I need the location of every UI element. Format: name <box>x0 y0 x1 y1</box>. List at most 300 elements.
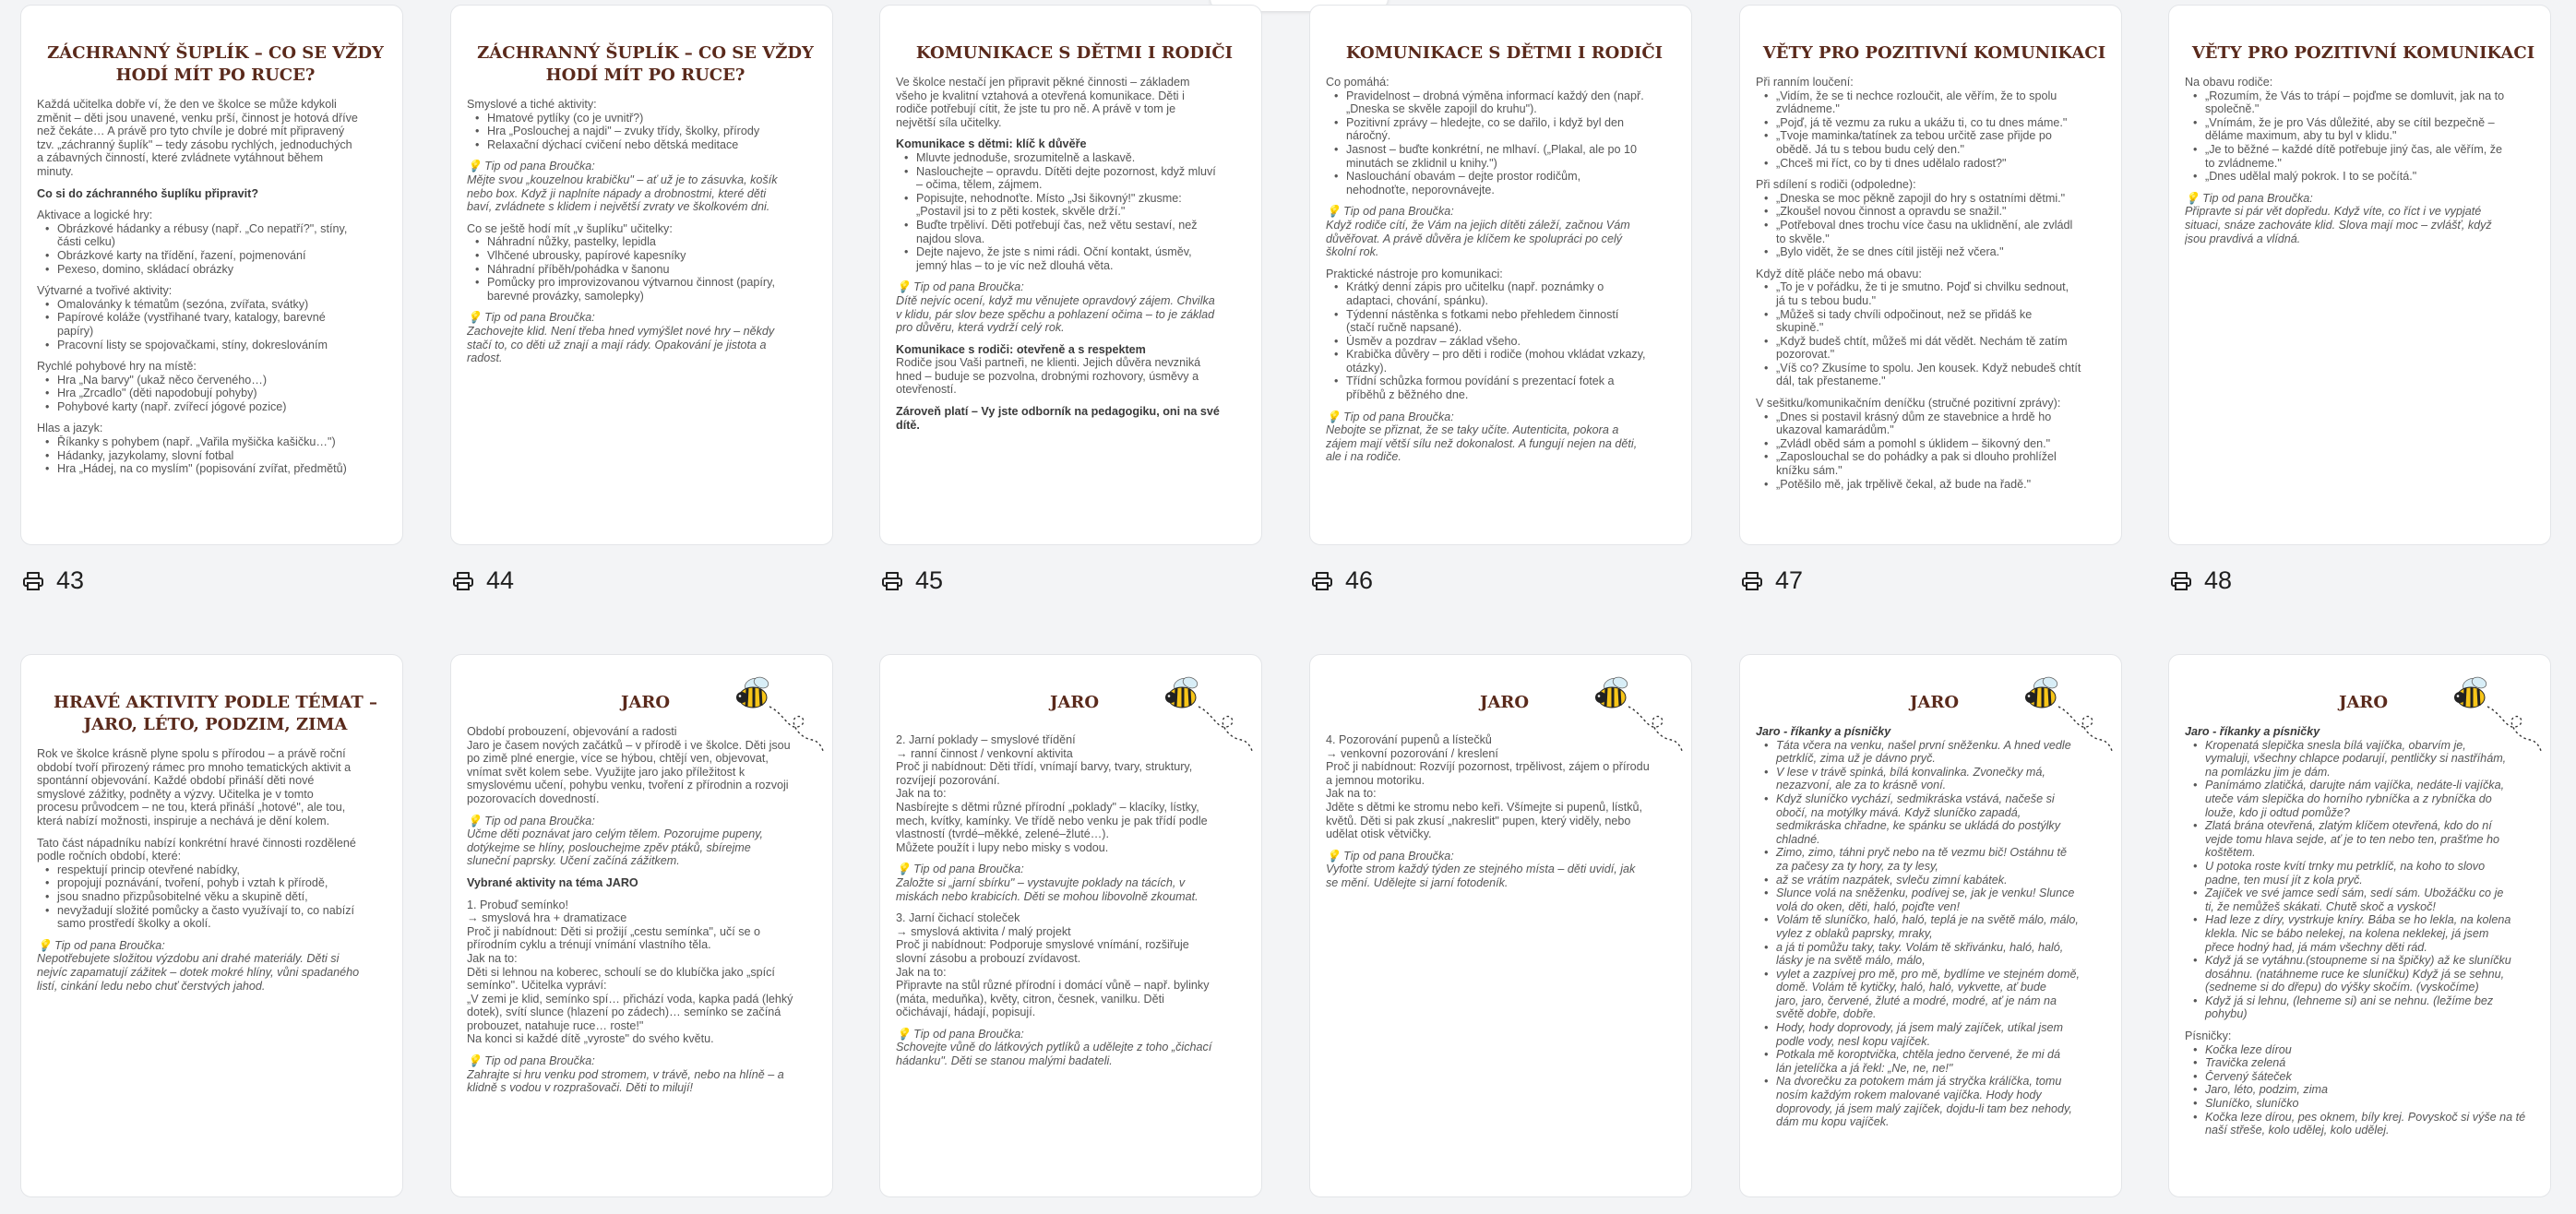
list-item: • Panímámo zlatičká, darujte nám vajíčka, nedáte-li vajíčka, <box>2185 779 2542 792</box>
text-line: já tu s tebou budu." <box>1776 293 1877 307</box>
text-line: jaro, jaro, červené, žluté a modré, modré, ať je nám na <box>1776 994 2057 1007</box>
text-line: 💡 Tip od pana Broučka: <box>896 1027 1024 1041</box>
text-line: 💡 Tip od pana Broučka: <box>896 280 1024 294</box>
text-line: vnímat svět kolem sebe. Využijte jaro jako příležitost k <box>467 765 745 779</box>
printer-icon <box>452 570 474 592</box>
text-line: pohybu) <box>2205 1007 2248 1021</box>
list-item: • Travička zelená <box>2185 1056 2542 1070</box>
text-line: Písničky: <box>2185 1030 2232 1043</box>
text-line: Zachovejte klid. Není třeba hned vymýšlet nové hry – někdy <box>467 324 775 338</box>
text-line: 💡 Tip od pana Broučka: <box>467 311 595 325</box>
text-line: baví, zvládnete s klidem i největší zvraty ve školkovém dni. <box>467 200 770 214</box>
text-line: ukazoval kamarádům." <box>1776 423 1894 437</box>
text-line: otázky). <box>1346 361 1388 375</box>
list-item: • Krátký denní zápis pro učitelku (např. poznámky o <box>1326 280 1683 294</box>
printer-icon <box>22 570 44 592</box>
text-line <box>896 272 1253 280</box>
list-item: • Pravidelnost – drobná výměna informací každý den (např. <box>1326 89 1683 103</box>
page-number[interactable] <box>1311 566 1373 595</box>
page-title: ZÁCHRANNÝ ŠUPLÍK – CO SE VŽDY HODÍ MÍT PO RUCE? <box>47 43 384 85</box>
text-line: nehodnoťte, neporovnávejte. <box>1346 183 1495 196</box>
page-card[interactable] <box>20 5 403 545</box>
list-item: • propojují poznávání, tvoření, pohyb i vztah k přírodě, <box>37 876 394 890</box>
page-title: JARO <box>1049 693 1100 712</box>
page-card[interactable] <box>1739 5 2122 545</box>
text-line: Období probouzení, objevování a radosti <box>467 725 677 738</box>
list-item: • Hmatové pytlíky (co je uvnitř?) <box>467 112 824 125</box>
text-line: 💡 Tip od pana Broučka: <box>467 1054 595 1068</box>
text-line: Zahrajte si hru venku pod stromem, v trávě, nebo na hlíně – a <box>467 1067 784 1081</box>
text-line: období tvoří přirozený rámec pro mnoho tematických aktivit a <box>37 760 352 774</box>
text-line: Smyslové a tiché aktivity: <box>467 98 597 111</box>
list-item: • Pracovní listy se spojovačkami, stíny, dokreslováním <box>37 339 394 352</box>
text-line: 💡 Tip od pana Broučka: <box>896 863 1024 876</box>
text-line: Proč ji nabídnout: Děti třídí, vnímají barvy, tvary, struktury, <box>896 760 1193 774</box>
text-line: → ranní činnost / venkovní aktivita <box>896 746 1073 760</box>
printer-icon <box>1741 570 1763 592</box>
list-item: • Zlatá brána otevřená, zlatým klíčem otevřená, kdo do ní <box>2185 819 2542 833</box>
text-line: samo prostředí školky a okolí. <box>57 917 211 931</box>
bee-icon <box>2021 672 2114 755</box>
list-item: • U potoka roste kvítí trnky mu petrklíč, na koho to slovo <box>2185 860 2542 874</box>
text-line: obočí, na motýlky mává. Když sluníčko zapadá, <box>1776 805 2021 819</box>
list-item: • jsou snadno přizpůsobitelné věku a skupině dětí, <box>37 890 394 904</box>
page-card[interactable] <box>1309 654 1692 1197</box>
text-line: Při sdílení s rodiči (odpoledne): <box>1756 178 1916 192</box>
list-item: • „Potřeboval dnes trochu více času na uklidnění, ale zvládl <box>1756 219 2113 232</box>
text-line: rozvíjejí pozorování. <box>896 773 1000 787</box>
list-item: • Relaxační dýchací cvičení nebo dětská meditace <box>467 138 824 152</box>
list-item: • Úsměv a pozdrav – základ všeho. <box>1326 335 1683 349</box>
list-item: • Hra „Poslouchej a najdi" – zvuky třídy, školky, přírody <box>467 125 824 138</box>
list-item: • Kočka leze dírou, pes oknem, bíly krej. Povyskoč si výše na té <box>2185 1111 2542 1125</box>
text-line: (sedneme si do dřepu) do výšky skočím. (vyskočíme) <box>2205 981 2479 994</box>
text-line: očichávají, hádají, popisují. <box>896 1006 1036 1019</box>
text-line: → venkovní pozorování / kreslení <box>1326 746 1498 760</box>
text-line: a jemnou motoriku. <box>1326 773 1425 787</box>
text-line: vylez z oblaků paprsky, mraky, <box>1776 926 1933 940</box>
page-title: VĚTY PRO POZITIVNÍ KOMUNIKACI <box>1762 43 2106 63</box>
list-item: • Zajíček ve své jamce sedí sám, sedí sám. Ubožáčku co je <box>2185 887 2542 900</box>
text-line: Co pomáhá: <box>1326 76 1389 89</box>
text-line: smyslovému učení, pohybu venku, tvoření z přírodnin a rozvoji <box>467 779 789 792</box>
text-line: uteče vám slepička do horního rybníčka a z rybníčka do <box>2205 791 2492 805</box>
page-card[interactable] <box>2168 654 2551 1197</box>
text-line <box>896 129 1253 137</box>
text-line: dítě. <box>896 418 920 432</box>
text-line: podle vody, nesl kopu vajíček. <box>1776 1034 1931 1048</box>
list-item: • „Bylo vidět, že se dnes cítil jistěji než včera." <box>1756 245 2113 259</box>
text-line: Výtvarné a tvořivé aktivity: <box>37 284 173 298</box>
text-line: petrklíč, zima už je dávno pryč. <box>1776 752 1936 766</box>
list-item: • respektují princip otevřené nabídky, <box>37 863 394 877</box>
text-line: Schovejte vůně do látkových pytlíků a udělejte z toho „čichací <box>896 1041 1212 1054</box>
list-item: • Popisujte, nehodnoťte. Místo „Jsi šikovný!" zkusme: <box>896 192 1253 206</box>
text-line <box>2185 1021 2542 1030</box>
text-line: Proč ji nabídnout: Podporuje smyslové vnímání, rozšiřuje <box>896 938 1189 952</box>
text-line: klekla. Nic se bábo nelekej, na kolena neklekej, já jsem <box>2205 926 2489 940</box>
page-title: HRAVÉ AKTIVITY PODLE TÉMAT – JARO, LÉTO, PODZIM, ZIMA <box>53 693 378 734</box>
text-line: Děti si lehnou na koberec, schoulí se do klubíčka jako „spící <box>467 965 775 979</box>
page-body <box>2185 725 2542 1137</box>
text-line: Zároveň platí – Vy jste odborník na pedagogiku, oni na své <box>896 405 1220 419</box>
text-line: přírodním cyklu a trénují vnímání vlastního těla. <box>467 938 711 952</box>
text-line <box>467 151 824 160</box>
text-line: 💡 Tip od pana Broučka: <box>467 814 595 827</box>
list-item: • Týdenní nástěnka s fotkami nebo přehledem činností <box>1326 308 1683 322</box>
text-line: doprovody, já jsem malý zajíček, dojdu-li tam bez nehody, <box>1776 1101 2072 1115</box>
page-body <box>1326 76 1683 464</box>
text-line: školní rok. <box>1326 245 1379 259</box>
text-line: nejvíc zapamatují zážitek – dotek mokré hlíny, vůni spadaného <box>37 965 360 979</box>
text-line: „V zemi je klid, semínko spí… přichází voda, kapka padá (lehký <box>467 992 793 1006</box>
page-body <box>896 76 1253 432</box>
bee-icon <box>1162 672 1254 755</box>
text-line <box>467 214 824 222</box>
text-line: padne, ten musí jít z kola pryč. <box>2205 873 2363 887</box>
text-line: vejde tomu hlava sejde, ať je to ten nebo ten, prašťme ho <box>2205 832 2500 846</box>
list-item: • Papírové koláže (vystřihané tvary, katalogy, barevné <box>37 311 394 325</box>
page-card[interactable] <box>879 654 1262 1197</box>
list-item: • Na dvorečku za potokem mám já stryčka králíčka, tomu <box>1756 1075 2113 1089</box>
text-line: v klidu, pár slov beze spěchu a pohlazení očima – to je základ <box>896 307 1215 321</box>
list-item: • nevyžadují složité pomůcky a často využívají to, co nabízí <box>37 904 394 918</box>
page-number[interactable] <box>1741 566 1803 595</box>
text-line: Dítě nejvíc ocení, když mu věnujete opravdový zájem. Chvilka <box>896 293 1215 307</box>
list-item: • „Dnes udělal malý pokrok. I to se počítá." <box>2185 170 2542 184</box>
page-number[interactable] <box>881 566 943 595</box>
list-item: • Kropenatá slepička snesla bílá vajíčka, obarvím je, <box>2185 739 2542 753</box>
text-line: Vyfoťte strom každý týden ze stejného místa – děti uvidí, jak <box>1326 863 1636 876</box>
text-line: jsou pravdivá a vlídná. <box>2185 232 2301 245</box>
text-line: chladné. <box>1776 832 1820 846</box>
text-line: minutách se zklidnil u knihy.") <box>1346 156 1497 170</box>
text-line: Proč ji nabídnout: Děti si prožijí „cestu semínka", učí se o <box>467 924 761 938</box>
text-line: přece hodný had, já mám všechny děti rád. <box>2205 940 2427 954</box>
text-line: 💡 Tip od pana Broučka: <box>2185 191 2313 205</box>
list-item: • Hádanky, jazykolamy, slovní fotbal <box>37 449 394 463</box>
text-line: to skvěle." <box>1776 232 1830 245</box>
text-line: barevné provázky, samolepky) <box>487 289 644 303</box>
list-item: • Pomůcky pro improvizovanou výtvarnou činnost (papíry, <box>467 276 824 290</box>
text-line: miskách nebo krabicích. Děti se mohou libovolně zkoumat. <box>896 889 1199 903</box>
text-line: a zábavných činností, které zvládnete vytáhnout během <box>37 151 324 165</box>
text-line: světě dobře, dobře. <box>1776 1007 1877 1021</box>
text-line: všeho je kvalitní vztahová a otevřená komunikace. Děti i <box>896 89 1185 102</box>
list-item: • „Dneska se moc pěkně zapojil do hry s ostatními dětmi." <box>1756 192 2113 206</box>
list-item: • Náhradní příběh/pohádka v šanonu <box>467 263 824 277</box>
list-item: • „Když budeš chtít, můžeš mi dát vědět. Nechám tě zatím <box>1756 335 2113 349</box>
text-line: Tato část nápadníku nabízí konkrétní hravé činnosti rozdělené <box>37 836 356 850</box>
printer-icon <box>2170 570 2192 592</box>
text-line: 3. Jarní čichací stoleček <box>896 911 1020 925</box>
page-body <box>467 725 824 1095</box>
text-line: Praktické nástroje pro komunikaci: <box>1326 267 1503 280</box>
text-line <box>896 335 1253 343</box>
page-number-label: 47 <box>1775 566 1804 594</box>
text-line: louže, kdo ji odtud pomůže? <box>2205 805 2350 819</box>
list-item: • Obrázkové hádanky a rébusy (např. „Co nepatří?", stíny, <box>37 222 394 236</box>
list-item: • Krabička důvěry – pro děti i rodiče (mohou vkládat vzkazy, <box>1326 348 1683 362</box>
list-item: • „Rozumím, že Vás to trápí – pojďme se domluvit, jak na to <box>2185 89 2542 103</box>
text-line: 💡 Tip od pana Broučka: <box>1326 410 1454 423</box>
text-line: situaci, snáze zachováte klid. Slova mají moc – zvlášť, když <box>2185 218 2492 232</box>
list-item: • Hra „Zrcadlo" (děti napodobují pohyby) <box>37 387 394 400</box>
text-line: důvěřovat. A právě důvěra je klíčem ke spolupráci po celý <box>1326 232 1623 245</box>
list-item: • Náhradní nůžky, pastelky, lepidla <box>467 235 824 249</box>
text-line: Nepotřebujete složitou výzdobu ani drahé materiály. Děti si <box>37 952 340 966</box>
list-item: • Mluvte jednoduše, srozumitelně a laskavě. <box>896 151 1253 165</box>
text-line <box>467 1046 824 1054</box>
page-number[interactable] <box>22 566 84 595</box>
text-line <box>467 806 824 815</box>
text-line: minuty. <box>37 164 74 178</box>
text-line: která nabízí možnosti, inspiruje a nechává je dění kolem. <box>37 814 330 827</box>
page-title: KOMUNIKACE S DĚTMI I RODIČI <box>1345 43 1664 63</box>
text-line: Jděte s dětmi ke stromu nebo keři. Všímejte si pupenů, lístků, <box>1326 800 1642 814</box>
list-item: • Jasnost – buďte konkrétní, ne mlhaví. („Plakal, ale po 10 <box>1326 143 1683 157</box>
page-card[interactable] <box>450 5 833 545</box>
bee-icon <box>2451 672 2543 755</box>
text-line: po zimě plné energie, více se hýbou, chtějí ven, objevovat, <box>467 752 769 766</box>
list-item: • „Dnes si postavil krásný dům ze stavebnice a hrdě ho <box>1756 411 2113 424</box>
list-item: • Naslouchejte – opravdu. Dítěti dejte pozornost, když mluví <box>896 165 1253 179</box>
text-line: vymaluji, všechny chlapce podarují, pentličky si nastříhám, <box>2205 752 2507 766</box>
text-line: dotek), svítí slunce (hlazení po zádech)… semínko se začíná <box>467 1006 781 1019</box>
text-line: Nebojte se přiznat, že se taky učíte. Autenticita, pokora a <box>1326 423 1619 437</box>
list-item: • Pohybové karty (např. zvířecí jógové pozice) <box>37 400 394 414</box>
text-line: Když dítě pláče nebo má obavu: <box>1756 267 1922 280</box>
text-line: Jaro je časem nových začátků – v přírodě i ve školce. Děti jsou <box>467 738 791 752</box>
text-line: pro důvěru, která vydrží celý rok. <box>896 321 1065 335</box>
text-line <box>37 351 394 360</box>
text-line <box>896 397 1253 405</box>
list-item: • Táta včera na venku, našel první sněženku. A hned vedle <box>1756 739 2113 753</box>
list-item: • „Víš co? Zkusíme to spolu. Jen kousek. Když nebudeš chtít <box>1756 362 2113 375</box>
text-line: 1. Probuď semínko! <box>467 898 568 911</box>
text-line <box>896 854 1253 863</box>
text-line: vlastností (tvrdé–měkké, zelené–žluté…). <box>896 827 1109 841</box>
page-body <box>2185 76 2542 245</box>
page-number-label: 48 <box>2204 566 2233 594</box>
list-item: • Třídní schůzka formou povídání s prezentací fotek a <box>1326 375 1683 388</box>
text-line: děláme maximum, aby tu byl v klidu." <box>2205 129 2397 143</box>
text-line: „Dneska se skvěle zapojil do kruhu"). <box>1346 102 1537 116</box>
text-line: V sešitku/komunikačním deníčku (stručné pozitivní zprávy): <box>1756 397 2061 411</box>
list-item: • Červený šáteček <box>2185 1070 2542 1084</box>
text-line: knížku sám." <box>1776 464 1843 478</box>
list-item: • „Potěšilo mě, jak trpělivě čekal, až bude na řadě." <box>1756 478 2113 492</box>
page-number[interactable] <box>2170 566 2232 595</box>
text-line: za pačesy za ty hory, za ty lesy, <box>1776 859 1938 873</box>
list-item: • „Vidím, že se ti nechce rozloučit, ale věřím, že to spolu <box>1756 89 2113 103</box>
text-line: nosím každým rokem malované vajíčka. Hody hody <box>1776 1089 2042 1102</box>
page-title: JARO <box>1909 693 1960 712</box>
text-line: nebo box. Když ji naplníte nápady a drobnostmi, které děti <box>467 186 767 200</box>
page-number-label: 46 <box>1345 566 1374 594</box>
page-title: KOMUNIKACE S DĚTMI I RODIČI <box>915 43 1234 63</box>
text-line: (stačí ručně napsané). <box>1346 321 1462 335</box>
text-line: listí, cinkání ledu nebo chuť čerstvých jahod. <box>37 979 266 993</box>
text-line: změnit – děti jsou unavené, venku prší, činnost je hotová dříve <box>37 111 358 125</box>
list-item: • Zimo, zimo, táhni pryč nebo na tě vezmu bič! Ostáhnu tě <box>1756 846 2113 860</box>
text-line: na pomlázku jim je dám. <box>2205 765 2331 779</box>
text-line: Založte si „jarní sbírku" – vystavujte poklady na tácích, v <box>896 875 1186 889</box>
text-line: lán jetelíčka a já řekl: „Ne, ne, ne!" <box>1776 1061 1953 1075</box>
list-item: • Kočka leze dírou <box>2185 1043 2542 1057</box>
text-line: dál, tak přestaneme." <box>1776 375 1886 388</box>
text-line: skupině." <box>1776 321 1824 335</box>
page-card[interactable] <box>2168 5 2551 545</box>
page-number-label: 44 <box>486 566 515 594</box>
text-line: 4. Pozorování pupenů a lístečků <box>1326 733 1492 746</box>
page-body <box>1756 725 2113 1129</box>
text-line: dotýkejme se hlíny, poslouchejme zpěv ptáků, sbírejme <box>467 840 751 854</box>
text-line: procesu průvodcem – ne tou, která přináší „hotové", ale tou, <box>37 801 346 815</box>
text-line <box>37 931 394 939</box>
list-item: • až se vrátím nazpátek, svleču zimní kabátek. <box>1756 874 2113 887</box>
text-line: Komunikace s dětmi: klíč k důvěře <box>896 137 1087 151</box>
text-line <box>1326 841 1683 850</box>
text-line: sluneční paprsky. Učení začíná zážitkem. <box>467 854 680 868</box>
text-line: Vybrané aktivity na téma JARO <box>467 875 638 889</box>
text-line <box>37 200 394 208</box>
text-line <box>37 179 394 187</box>
list-item: • „Pojď, já tě vezmu za ruku a ukážu ti, co tu dnes máme." <box>1756 116 2113 130</box>
page-card[interactable] <box>1309 5 1692 545</box>
text-line: náročný. <box>1346 129 1391 143</box>
text-line <box>896 903 1253 911</box>
text-line: volá do oken, děti, haló, pojďte ven! <box>1776 899 1961 913</box>
list-item: • Sluníčko, sluníčko <box>2185 1097 2542 1111</box>
page-number[interactable] <box>452 566 514 595</box>
list-item: • Slunce volá na sněženku, podívej se, jak je venku! Slunce <box>1756 887 2113 900</box>
list-item: • „Je to běžné – každé dítě potřebuje jiný čas, ale věřím, že <box>2185 143 2542 157</box>
page-title: JARO <box>1479 693 1530 712</box>
text-line <box>1756 259 2113 268</box>
text-line <box>37 413 394 422</box>
text-line: Komunikace s rodiči: otevřeně a s respektem <box>896 342 1146 356</box>
text-line: Hlas a jazyk: <box>37 422 103 435</box>
list-item: • Když já si lehnu, (lehneme si) ani se nehnu. (ležíme bez <box>2185 994 2542 1008</box>
text-line: Jaro - říkanky a písničky <box>2185 725 2320 738</box>
list-item: • „Zaposlouchal se do pohádky a pak si dlouho prohlížel <box>1756 450 2113 464</box>
text-line: radost. <box>467 351 503 365</box>
text-line: zvládneme." <box>1776 102 1840 116</box>
bee-icon <box>733 672 825 755</box>
text-line: semínko". Učitelka vypráví: <box>467 979 607 993</box>
list-item: • „Zvládl oběd sám a pomohl s úklidem – šikovný den." <box>1756 437 2113 451</box>
list-item: • V lese v trávě spinká, bílá konvalinka. Zvonečky má, <box>1756 766 2113 780</box>
page-card[interactable] <box>879 5 1262 545</box>
text-line: domě. Volám tě kytičky, haló, haló, vykvette, ať bude <box>1776 981 2046 994</box>
list-item: • Hra „Hádej, na co myslím" (popisování zvířat, předmětů) <box>37 462 394 476</box>
text-line: Co si do záchranného šuplíku připravit? <box>37 186 259 200</box>
text-line: pozorovacích dovedností. <box>467 791 600 805</box>
text-line: se mění. Udělejte si jarní fotodeník. <box>1326 875 1509 889</box>
text-line: hned – buduje se pozvolna, drobnými rozhovory, úsměvy a <box>896 369 1199 383</box>
text-line: než čekáte… A právě pro tyto chvíle je dobré mít připravený <box>37 125 345 138</box>
text-line: naší střeše, kolo udělej, kolo udělej. <box>2205 1124 2390 1137</box>
text-line: otevřeností. <box>896 383 957 397</box>
page-card[interactable] <box>450 654 833 1197</box>
list-item: • Had leze z díry, vystrkuje kníry. Bába se ho lekla, na kolena <box>2185 913 2542 927</box>
text-line: Jak na to: <box>467 951 518 965</box>
text-line <box>467 868 824 876</box>
text-line: 💡 Tip od pana Broučka: <box>1326 849 1454 863</box>
text-line: Mějte svou „kouzelnou krabičku" – ať už je to zásuvka, košík <box>467 173 778 186</box>
text-line: → smyslová aktivita / malý projekt <box>896 924 1071 938</box>
list-item: • Jaro, léto, podzim, zima <box>2185 1083 2542 1097</box>
list-item: • Říkanky s pohybem (např. „Vařila myšička kašičku…") <box>37 435 394 449</box>
text-line: Při ranním loučení: <box>1756 76 1854 89</box>
text-line: nezazvoní, ale za to krásně voní. <box>1776 779 1947 792</box>
list-item: • Dejte najevo, že jste s nimi rádi. Oční kontakt, úsměv, <box>896 245 1253 259</box>
page-title: ZÁCHRANNÝ ŠUPLÍK – CO SE VŽDY HODÍ MÍT PO RUCE? <box>477 43 814 85</box>
page-number-label: 45 <box>915 566 944 594</box>
page-body <box>1756 76 2113 491</box>
text-line: Rodiče jsou Vaši partneři, ne klienti. Jejich důvěra nevzniká <box>896 356 1201 370</box>
printer-icon <box>881 570 903 592</box>
page-body <box>896 725 1253 1068</box>
text-line: Na konci si každé dítě „vyroste" do svého květu. <box>467 1032 714 1046</box>
text-line: ti, že nemůžeš skákati. Chutě skoč a vyskoč! <box>2205 899 2436 913</box>
text-line: koštětem. <box>2205 846 2256 860</box>
list-item: • Když sluníčko vychází, sedmikráska vstává, načeše si <box>1756 792 2113 806</box>
text-line: lásky je na světě málo, málo, <box>1776 954 1926 968</box>
list-item: • „Chceš mi říct, co by ti dnes udělalo radost?" <box>1756 157 2113 171</box>
text-line: 2. Jarní poklady – smyslové třídění <box>896 733 1076 746</box>
text-line: klidně s vodou v rozprašovači. Děti to milují! <box>467 1081 693 1095</box>
text-line: Můžete použít i lupy nebo misky s vodou. <box>896 840 1109 854</box>
text-line: Jak na to: <box>896 787 947 801</box>
text-line: Připravte na stůl různé přírodní i domácí vůně – např. bylinky <box>896 979 1210 993</box>
page-body <box>37 747 394 993</box>
list-item: • Buďte trpěliví. Děti potřebují čas, než větu sestaví, než <box>896 219 1253 232</box>
list-item: • vylet a zazpívej pro mě, pro mě, bydlíme ve stejném domě, <box>1756 968 2113 982</box>
text-line <box>896 1019 1253 1028</box>
list-item: • „Vnímám, že je pro Vás důležité, aby se cítil bezpečně – <box>2185 116 2542 130</box>
text-line: Každá učitelka dobře ví, že den ve školce se může kdykoli <box>37 98 337 111</box>
text-line: společně." <box>2205 102 2260 116</box>
text-line: to zvládneme." <box>2205 156 2282 170</box>
text-line <box>2185 184 2542 192</box>
text-line: Proč ji nabídnout: Rozvíjí pozornost, trpělivost, zájem o přírodu <box>1326 760 1650 774</box>
text-line: Učme děti poznávat jaro celým tělem. Pozorujme pupeny, <box>467 827 764 841</box>
list-item: • a já ti pomůžu taky, taky. Volám tě skřivánku, haló, haló, <box>1756 941 2113 955</box>
printer-icon <box>1311 570 1333 592</box>
text-line: Jaro - říkanky a písničky <box>1756 725 1891 738</box>
text-line: 💡 Tip od pana Broučka: <box>37 938 165 952</box>
text-line <box>467 303 824 311</box>
page-card[interactable] <box>20 654 403 1197</box>
page-card[interactable] <box>1739 654 2122 1197</box>
text-line: největší síla učitelky. <box>896 115 1002 129</box>
page-title: VĚTY PRO POZITIVNÍ KOMUNIKACI <box>2191 43 2535 63</box>
text-line: papíry) <box>57 324 94 338</box>
list-item: • Obrázkové karty na třídění, řazení, pojmenování <box>37 249 394 263</box>
text-line: sedmikráska chřadne, ke spánku se ukládá do postýlky <box>1776 819 2061 833</box>
list-item: • Naslouchání obavám – dejte prostor rodičům, <box>1326 170 1683 184</box>
text-line: stačí to, co děti už znají a mají rády. Opakování je jistota a <box>467 338 767 351</box>
list-item: • „Zkoušel novou činnost a opravdu se snažil." <box>1756 205 2113 219</box>
text-line: ale i na rodiče. <box>1326 450 1401 464</box>
text-line: Rychlé pohybové hry na místě: <box>37 360 197 374</box>
text-line: podle ročních období, které: <box>37 850 182 863</box>
list-item: • „Můžeš si tady chvíli odpočinout, než se přidáš ke <box>1756 308 2113 322</box>
list-item: • „Tvoje maminka/tatínek za tebou určitě zase přijde po <box>1756 129 2113 143</box>
text-line <box>37 276 394 284</box>
